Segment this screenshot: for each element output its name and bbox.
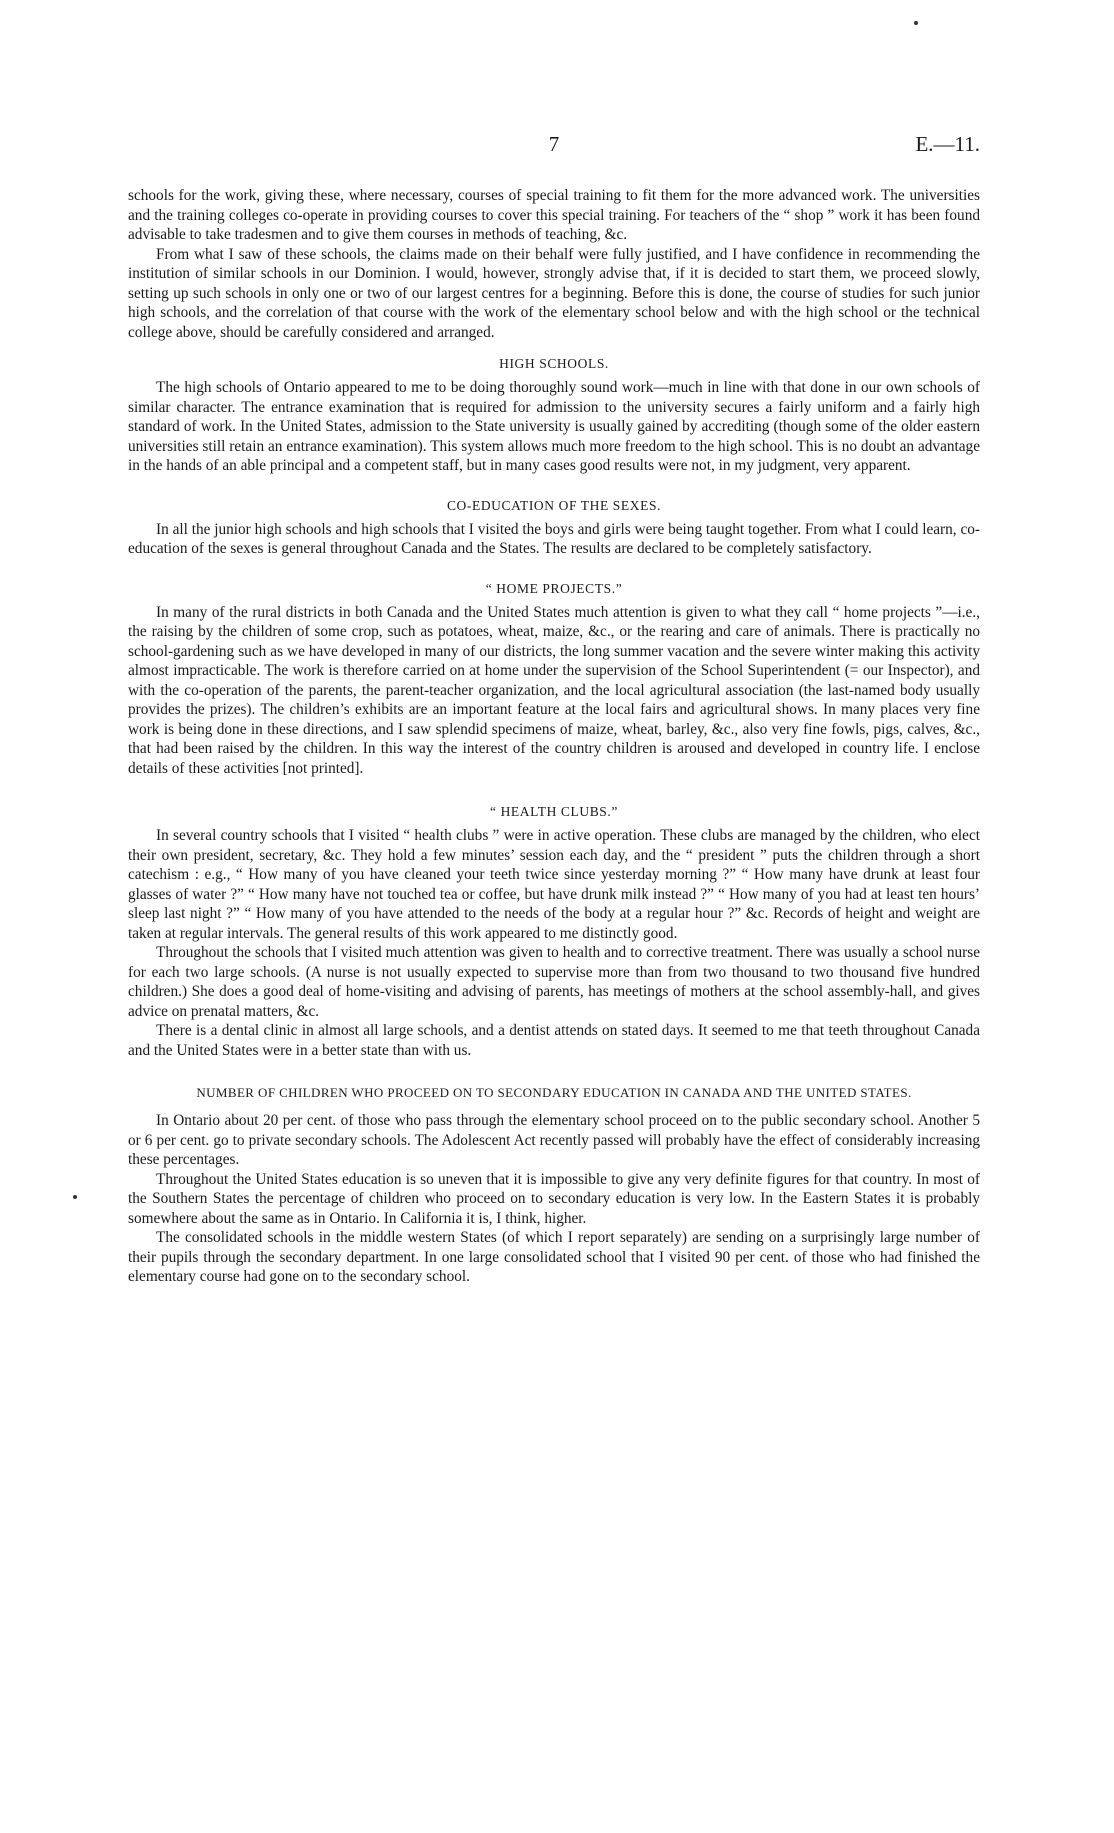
section-heading-high-schools: HIGH SCHOOLS. [499, 356, 609, 371]
page-number: 7 [548, 132, 560, 156]
section-heading-health-clubs: “ HEALTH CLUBS.” [490, 804, 618, 819]
paragraph: Throughout the schools that I visited much attention was given to health and to corrective treatment. There was usually a school nurse for each two large schools. (A nurse is not usually expected to supervise more than from two thousand to two thousand five hundred children.) She does a good deal of home-visiting and advising of parents, has meetings of mothers at the school assembly-hall, and gives advice on prenatal matters, &c. [128, 944, 980, 1020]
body-text [128, 186, 980, 1287]
paragraph: In many of the rural districts in both Canada and the United States much attention is given to what they call “ home projects ”—i.e., the raising by the children of some crop, such as potatoes, wheat, maize, &c., or the rearing and care of animals. There is practically no school-gardening such as we have developed in many of our districts, the long summer vacation and the severe winter making this activity almost impracticable. The work is therefore carried on at home under the supervision of the School Superintendent (= our Inspector), and with the co-operation of the parents, the parent-teacher organization, and the local agricultural association (the last-named body usually provides the prizes). The children’s exhibits are an important feature at the local fairs and agricultural shows. In many places very fine work is being done in these directions, and I saw splendid specimens of maize, wheat, barley, &c., also very fine fowls, pigs, calves, &c., that had been raised by the children. In this way the interest of the country children is aroused and developed in country life. I enclose details of these activities [not printed]. [128, 603, 980, 777]
paragraph: The high schools of Ontario appeared to me to be doing thoroughly sound work—much in line with that done in our own schools of similar character. The entrance examination that is required for admission to the university secures a fairly uniform and a fairly high standard of work. In the United States, admission to the State university is usually gained by accrediting (though some of the older eastern universities still retain an entrance examination). This system allows much more freedom to the high school. This is no doubt an advantage in the hands of an able principal and a competent staff, but in many cases good results were not, in my judgment, very apparent. [128, 379, 980, 474]
paragraph: The consolidated schools in the middle western States (of which I report separately) are sending on a surprisingly large number of their pupils through the secondary department. In one large consolidated school that I visited 90 per cent. of those who had finished the elementary course had gone on to the secondary school. [128, 1229, 980, 1285]
paragraph: From what I saw of these schools, the claims made on their behalf were fully justified, and I have confidence in recommending the institution of similar schools in our Dominion. I would, however, strongly advise that, if it is decided to start them, we proceed slowly, setting up such schools in only one or two of our largest centres for a beginning. Before this is done, the course of studies for such junior high schools, and the correlation of that course with the work of the elementary school below and with the high school or the technical college above, should be carefully considered and arranged. [128, 245, 980, 341]
scan-speck [73, 1195, 77, 1199]
scan-speck [914, 21, 918, 25]
page-header [128, 132, 980, 162]
paragraph: schools for the work, giving these, where necessary, courses of special training to fit them for the more advanced work. The universities and the training colleges co-operate in providing courses to cover this special training. For teachers of the “ shop ” work it has been found advisable to take tradesmen and to give them courses in methods of teaching, &c. [128, 187, 980, 243]
section-heading-coeducation: CO-EDUCATION OF THE SEXES. [446, 497, 662, 513]
paragraph: There is a dental clinic in almost all large schools, and a dentist attends on stated days. It seemed to me that teeth throughout Canada and the United States were in a better state than with us. [128, 1022, 980, 1059]
document-reference: E.—11. [915, 132, 980, 156]
paragraph: In all the junior high schools and high schools that I visited the boys and girls were being taught together. From what I could learn, co-education of the sexes is general throughout Canada and the States. The results are declared to be completely satisfactory. [128, 520, 980, 557]
section-heading-home-projects: “ HOME PROJECTS.” [485, 580, 623, 596]
paragraph: In Ontario about 20 per cent. of those who pass through the elementary school proceed on to the public secondary school. Another 5 or 6 per cent. go to private secondary schools. The Adolescent Act recently passed will probably have the effect of considerably increasing these percentages. [128, 1112, 980, 1168]
section-heading-secondary-education: NUMBER OF CHILDREN WHO PROCEED ON TO SECONDARY EDUCATION IN CANADA AND THE UNITED STATES. [196, 1085, 912, 1100]
paragraph: Throughout the United States education is so uneven that it is impossible to give any very definite figures for that country. In most of the Southern States the percentage of children who proceed on to secondary education is very low. In the Eastern States it is probably somewhere about the same as in Ontario. In California it is, I think, higher. [128, 1170, 980, 1227]
paragraph: In several country schools that I visited “ health clubs ” were in active operation. These clubs are managed by the children, who elect their own president, secretary, &c. They hold a few minutes’ session each day, and the “ president ” puts the children through a short catechism : e.g., “ How many of you have cleaned your teeth twice since yesterday morning ?” “ How many have drunk at least four glasses of water ?” “ How many have not touched tea or coffee, but have drunk milk instead ?” “ How many of you had at least ten hours’ sleep last night ?” “ How many of you have attended to the needs of the body at a regular hour ?” &c. Records of height and weight are taken at regular intervals. The general results of this work appeared to me distinctly good. [128, 827, 980, 942]
